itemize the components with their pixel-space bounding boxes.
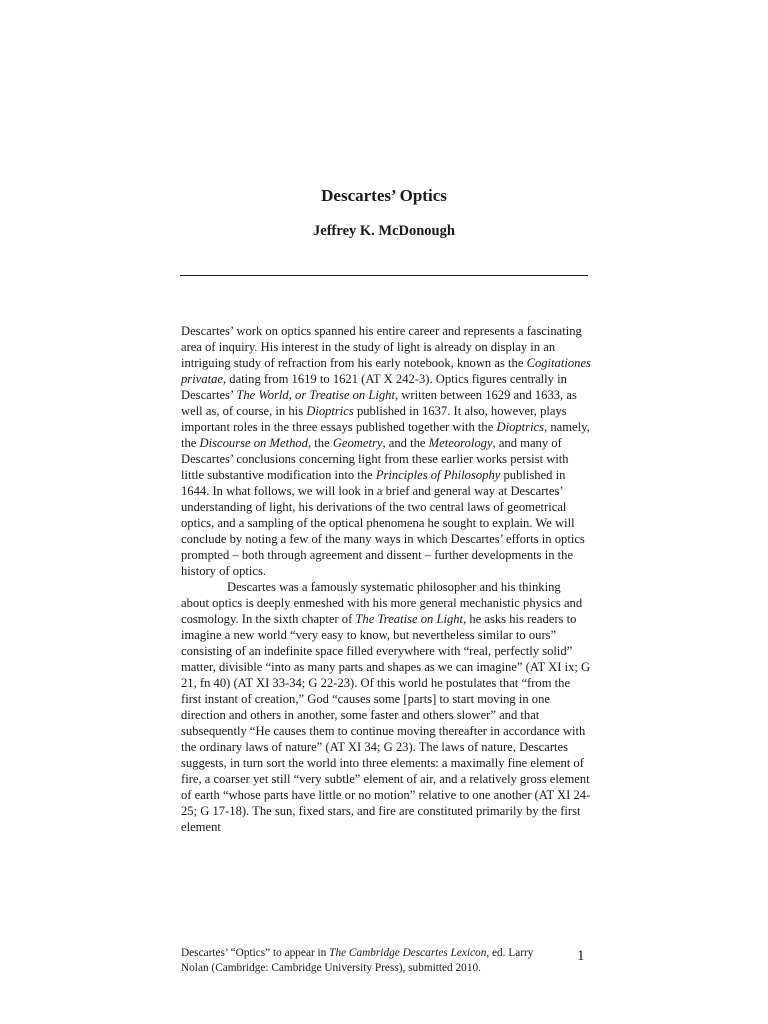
italic-title: Meteorology [428, 436, 493, 450]
italic-title: The World, or Treatise on Light [236, 388, 395, 402]
text-run: Descartes was a famously systematic philosopher and his thinking about optics is deeply enmeshed with his more general mechanistic physics and cosmology. In the sixth chapter of [181, 580, 583, 626]
body-text [181, 323, 591, 835]
text-run: , written between 1629 and 1633, as well as, of course, in his [181, 388, 577, 418]
title-divider [180, 275, 588, 276]
footnote [181, 946, 551, 975]
italic-title: Dioptrics [496, 420, 545, 434]
author-name: Jeffrey K. McDonough [313, 223, 455, 239]
paragraph-2 [181, 579, 591, 835]
page-number: 1 [577, 948, 585, 964]
italic-title: Discourse on Method [199, 436, 308, 450]
text-run: , he asks his readers to imagine a new world “very easy to know, but nevertheless similar to ours” consisting of an indefinite space filled everywhere with “real, perfectly solid” matter, divisible “into as many parts and shapes as we can imagine” (AT XI ix; G 21, fn 40) (AT XI 33-34; G 22-23). Of this world he postulates that “from the first instant of creation,” God “causes some [parts] to start moving in one direction and others in another, some faster and others slower” and that subsequently “He causes them to continue moving thereafter in accordance with the ordinary laws of nature” (AT XI 34; G 23). The laws of nature, Descartes suggests, in turn sort the world into three elements: a maximally fine element of fire, a coarser yet still “very subtle” element of air, and a relatively gross element of earth “whose parts have little or no motion” relative to one another (AT XI 24-25; G 17-18). The sun, fixed stars, and fire are constituted primarily by the first element [181, 612, 591, 834]
italic-title: Principles of Philosophy [375, 468, 501, 482]
italic-title: The Cambridge Descartes Lexicon [329, 947, 487, 959]
text-run: published in 1637. It also, however, plays important roles in the three essays published together with the [181, 404, 567, 434]
text-run: , and many of Descartes’ conclusions concerning light from these earlier works persist with little substantive modification into the [181, 436, 569, 482]
text-run: published in 1644. In what follows, we will look in a brief and general way at Descartes’ understanding of light, his derivations of the two central laws of geometrical optics, and a sampling of the optical phenomena he sought to explain. We will conclude by noting a few of the many ways in which Descartes’ efforts in optics prompted – both through agreement and dissent – further developments in the history of optics. [181, 468, 585, 578]
text-run: , namely, the [181, 420, 590, 450]
paragraph-1 [181, 323, 591, 579]
text-run: , the [307, 436, 333, 450]
text-run: , dating from 1619 to 1621 (AT X 242-3). Optics figures centrally in Descartes’ [181, 372, 567, 402]
italic-title: Geometry [332, 436, 383, 450]
text-run: , and the [382, 436, 429, 450]
text-run: , ed. Larry Nolan (Cambridge: Cambridge University Press), submitted 2010. [181, 947, 534, 974]
italic-title: Dioptrics [306, 404, 354, 418]
italic-title: Cogitationes privatae [181, 356, 591, 386]
document-title: Descartes’ Optics [321, 186, 447, 205]
italic-title: The Treatise on Light [355, 612, 464, 626]
text-run: Descartes’ “Optics” to appear in [181, 947, 330, 959]
text-run: Descartes’ work on optics spanned his entire career and represents a fascinating area of inquiry. His interest in the study of light is already on display in an intriguing study of refraction from his early notebook, known as the [181, 324, 582, 370]
